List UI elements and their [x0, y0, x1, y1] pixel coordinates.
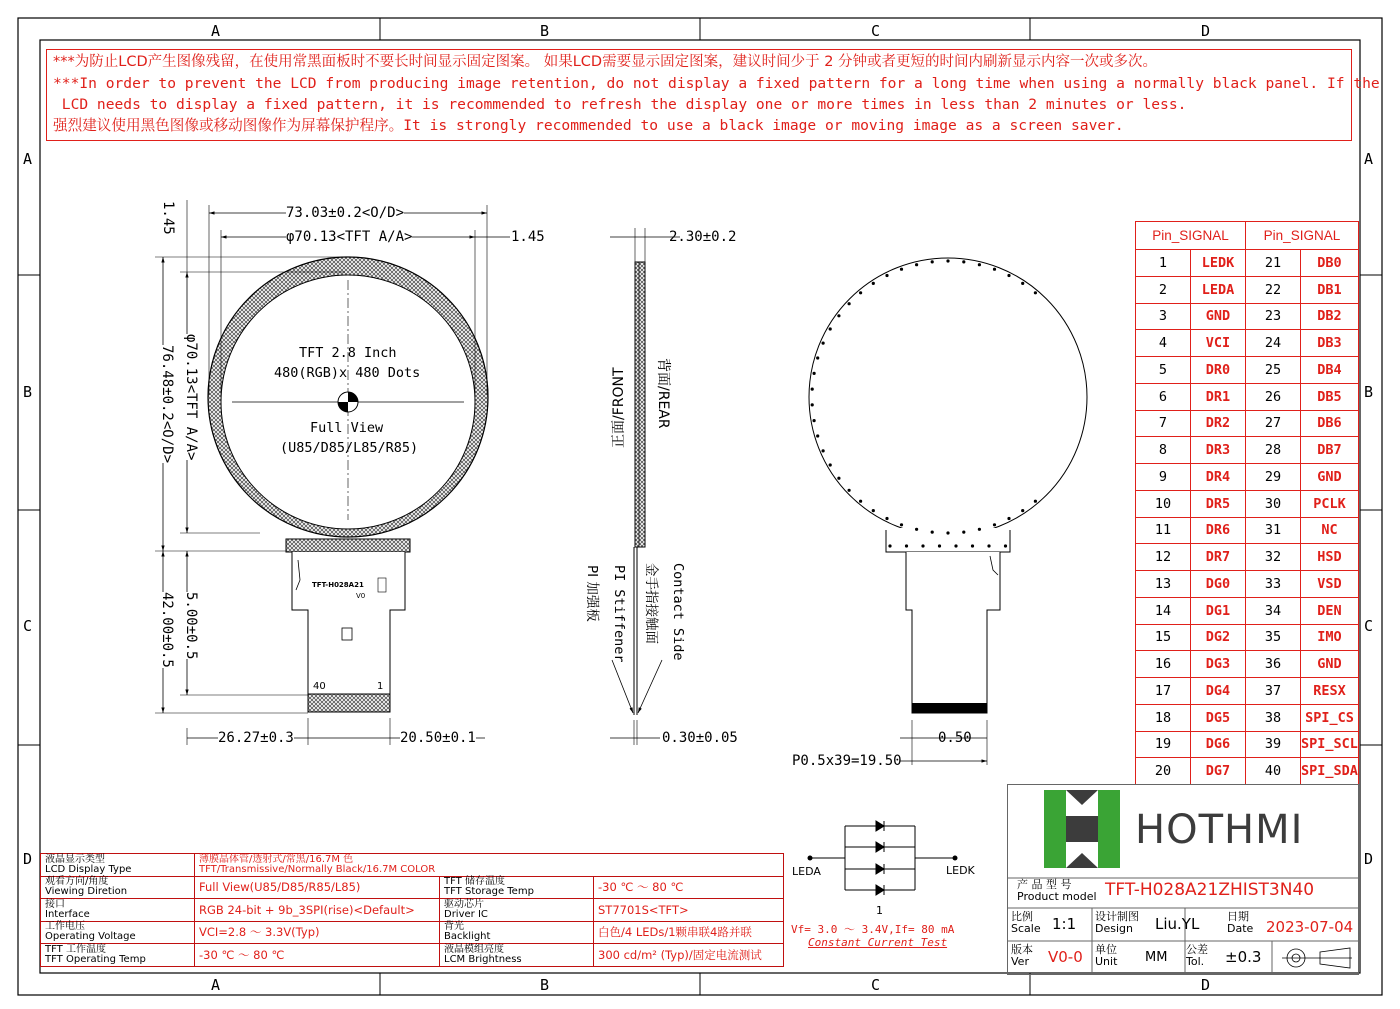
pin-row	[1136, 624, 1359, 651]
pin-signal: GND	[1191, 303, 1246, 330]
pin-number: 28	[1246, 437, 1301, 464]
rear-dot	[915, 528, 918, 531]
pin-number: 2	[1136, 276, 1191, 303]
ledk-label: LEDK	[946, 864, 975, 877]
side-view	[610, 228, 680, 745]
scale-label: 比例 Scale	[1011, 910, 1041, 935]
brand-name: HOTHMI	[1135, 807, 1304, 853]
rear-dot	[921, 544, 924, 547]
pin-number: 27	[1246, 410, 1301, 437]
pin-number: 17	[1136, 678, 1191, 705]
spec-value: RGB 24-bit + 9b_3SPI(rise)<Default>	[195, 899, 440, 922]
pin-number: 24	[1246, 330, 1301, 357]
pin-signal: DG2	[1191, 624, 1246, 651]
design-label: 设计制图 Design	[1095, 910, 1139, 935]
rear-dot	[872, 282, 875, 285]
spec-value: Full View(U85/D85/R85/L85)	[195, 876, 440, 899]
ver-value: V0-0	[1048, 948, 1083, 966]
pi-stiffener-cn: PI 加强板	[584, 565, 600, 622]
pin-signal: DB7	[1301, 437, 1359, 464]
scale-value: 1:1	[1052, 915, 1077, 933]
pin-number: 37	[1246, 678, 1301, 705]
grid-col-d: D	[1201, 22, 1211, 40]
pin-number: 16	[1136, 651, 1191, 678]
spec-value: ST7701S<TFT>	[594, 899, 784, 922]
rear-dot	[1007, 274, 1010, 277]
pin-signal: LEDA	[1191, 276, 1246, 303]
pin-row	[1136, 276, 1359, 303]
pin-number: 32	[1246, 544, 1301, 571]
dim-aa-width: φ70.13<TFT A/A>	[286, 229, 413, 245]
grid-row-b: B	[23, 383, 33, 401]
pin-signal: DB5	[1301, 383, 1359, 410]
pin-row	[1136, 357, 1359, 384]
rear-dot	[885, 274, 888, 277]
pin-signal: DG0	[1191, 571, 1246, 598]
spec-label: TFT 工作温度 TFT Operating Temp	[41, 944, 195, 967]
pin-table	[1135, 221, 1359, 785]
rear-dot	[822, 342, 825, 345]
pin-row	[1136, 571, 1359, 598]
pin-table-header-right: Pin_SIGNAL	[1246, 222, 1359, 250]
spec-label: TFT 储存温度 TFT Storage Temp	[440, 876, 594, 899]
spec-label: 驱动芯片 Driver IC	[440, 899, 594, 922]
rear-dot	[813, 419, 816, 422]
spec-label: 工作电压 Operating Voltage	[41, 921, 195, 944]
grid-row-a: A	[23, 150, 33, 168]
rear-dot	[848, 489, 851, 492]
spec-value: 薄膜晶体管/透射式/常黑/16.7M 色 TFT/Transmissive/Normally Black/16.7M COLOR	[195, 854, 784, 877]
dim-fpc-thickness: 0.30±0.05	[662, 730, 738, 746]
pin-number: 5	[1136, 357, 1191, 384]
pin-signal: DR7	[1191, 544, 1246, 571]
pin-signal: HSD	[1301, 544, 1359, 571]
dim-right-gap: 1.45	[511, 229, 545, 245]
pin-signal: GND	[1301, 651, 1359, 678]
rear-dot	[915, 263, 918, 266]
dim-left-gap: 1.45	[160, 201, 176, 235]
dim-fpc-width: 20.50±0.1	[400, 730, 476, 746]
front-label: 正面/FRONT	[611, 367, 627, 448]
pin-signal: DB2	[1301, 303, 1359, 330]
pin-number: 12	[1136, 544, 1191, 571]
pin-signal: DR1	[1191, 383, 1246, 410]
rear-dot	[946, 531, 949, 534]
pin-signal: GND	[1301, 464, 1359, 491]
pin-signal: VSD	[1301, 571, 1359, 598]
pin-number: 11	[1136, 517, 1191, 544]
pin-number: 1	[1136, 250, 1191, 277]
pin-row	[1136, 330, 1359, 357]
pin-row	[1136, 490, 1359, 517]
pin-number: 23	[1246, 303, 1301, 330]
pin-signal: DG5	[1191, 704, 1246, 731]
rear-dot	[859, 500, 862, 503]
pin-number: 30	[1246, 490, 1301, 517]
grid-col-b: B	[540, 22, 550, 40]
unit-value: MM	[1145, 950, 1168, 965]
rear-dot	[962, 531, 965, 534]
dim-outline-height: 76.48±0.2<O/D>	[159, 345, 175, 464]
pin-number: 15	[1136, 624, 1191, 651]
spec-value: -30 ℃ ～ 80 ℃	[195, 944, 440, 967]
backlight-schematic	[810, 821, 955, 895]
rear-dot	[954, 544, 957, 547]
panel-view: Full View	[310, 420, 384, 436]
grid-row-a-right: A	[1364, 150, 1374, 168]
retention-notice	[46, 49, 1380, 141]
pin-number: 19	[1136, 731, 1191, 758]
pin-signal: DB1	[1301, 276, 1359, 303]
pin-row	[1136, 544, 1359, 571]
grid-col-a-bottom: A	[211, 976, 221, 994]
pin-number: 40	[1246, 758, 1301, 785]
pin-signal: LEDK	[1191, 250, 1246, 277]
pin-number: 21	[1246, 250, 1301, 277]
unit-label: 单位 Unit	[1095, 943, 1118, 968]
rear-dot	[859, 291, 862, 294]
fpc-label: TFT-H028A21	[312, 581, 364, 589]
product-model: TFT-H028A21ZHIST3N40	[1105, 880, 1315, 900]
tol-value: ±0.3	[1225, 948, 1262, 966]
pin-number: 39	[1246, 731, 1301, 758]
pin-row	[1136, 678, 1359, 705]
spec-label: 接口 Interface	[41, 899, 195, 922]
pin-signal: SPI_SCL	[1301, 731, 1359, 758]
pin-signal: SPI_SDA	[1301, 758, 1359, 785]
dim-left-offset: 26.27±0.3	[218, 730, 294, 746]
rear-view	[809, 258, 1087, 765]
pin-number: 22	[1246, 276, 1301, 303]
spec-value: 白色/4 LEDs/1颗串联4路并联	[594, 921, 784, 944]
pin-signal: IMO	[1301, 624, 1359, 651]
rear-dot	[971, 544, 974, 547]
rear-dot	[987, 544, 990, 547]
rear-dot	[993, 268, 996, 271]
pin-number: 6	[1136, 383, 1191, 410]
rear-dot	[1021, 509, 1024, 512]
pin-row	[1136, 250, 1359, 277]
front-view	[155, 200, 510, 745]
rear-dot	[822, 449, 825, 452]
pin-signal: DB3	[1301, 330, 1359, 357]
pin-signal: DG6	[1191, 731, 1246, 758]
pin-number: 3	[1136, 303, 1191, 330]
pin-row	[1136, 651, 1359, 678]
rear-dot	[978, 528, 981, 531]
panel-resolution: 480(RGB)x 480 Dots	[274, 365, 421, 381]
contact-side-label: Contact Side	[670, 563, 686, 661]
grid-col-c: C	[871, 22, 881, 40]
pin-table-header-left: Pin_SIGNAL	[1136, 222, 1246, 250]
pin-number: 13	[1136, 571, 1191, 598]
pin-row	[1136, 704, 1359, 731]
pin-signal: SPI_CS	[1301, 704, 1359, 731]
spec-value: 300 cd/m² (Typ)/固定电流测试	[594, 944, 784, 967]
pin-number: 36	[1246, 651, 1301, 678]
pin-number: 20	[1136, 758, 1191, 785]
spec-value: -30 ℃ ～ 80 ℃	[594, 876, 784, 899]
rear-dot	[811, 388, 814, 391]
pin-signal: DR0	[1191, 357, 1246, 384]
rear-dot	[905, 544, 908, 547]
dim-pin-pitch: 0.50	[938, 730, 972, 746]
pin-row	[1136, 464, 1359, 491]
notice-line-3: LCD needs to display a fixed pattern, it is recommended to refresh the display one or more times in less than 2 minutes or less.	[53, 96, 1187, 113]
pin-signal: DEN	[1301, 597, 1359, 624]
pin-number: 26	[1246, 383, 1301, 410]
dim-aa-height: φ70.13<TFT A/A>	[183, 334, 199, 461]
rear-dot	[1034, 291, 1037, 294]
backlight-test: Constant Current Test	[808, 936, 948, 949]
pin-signal: VCI	[1191, 330, 1246, 357]
rear-dot	[816, 434, 819, 437]
rear-dot	[872, 509, 875, 512]
pin-number: 7	[1136, 410, 1191, 437]
rear-dot	[885, 517, 888, 520]
grid-row-d-right: D	[1364, 850, 1374, 868]
rear-dot	[1004, 544, 1007, 547]
rear-dot	[931, 260, 934, 263]
pin-number: 33	[1246, 571, 1301, 598]
pin-signal: DB4	[1301, 357, 1359, 384]
pin-number: 8	[1136, 437, 1191, 464]
pin-number: 34	[1246, 597, 1301, 624]
pin-number: 10	[1136, 490, 1191, 517]
pin-signal: DR2	[1191, 410, 1246, 437]
pin-row	[1136, 437, 1359, 464]
spec-label: 液晶显示类型 LCD Display Type	[41, 854, 195, 877]
pin-row	[1136, 303, 1359, 330]
pin-signal: DR5	[1191, 490, 1246, 517]
spec-label: 背光 Backlight	[440, 921, 594, 944]
notice-line-1: ***为防止LCD产生图像残留，在使用常黑面板时不要长时间显示固定图案。 如果LCD需要显示固定图案，建议时间少于 2 分钟或者更短的时间内刷新显示内容一次或多次。	[53, 54, 1158, 70]
pin-number: 29	[1246, 464, 1301, 491]
rear-label: 背面/REAR	[655, 358, 671, 429]
dim-thickness: 2.30±0.2	[669, 229, 737, 245]
grid-col-a: A	[211, 22, 221, 40]
pin-row	[1136, 758, 1359, 785]
backlight-condition: Vf= 3.0 ～ 3.4V,If= 80 mA	[791, 923, 955, 936]
pin-signal: DG3	[1191, 651, 1246, 678]
pin-first-label: 40	[313, 681, 326, 692]
dim-tail-sub: 5.00±0.5	[183, 592, 199, 660]
pin-signal: DR4	[1191, 464, 1246, 491]
rear-dot	[888, 544, 891, 547]
date-value: 2023-07-04	[1266, 918, 1354, 936]
rear-dot	[837, 314, 840, 317]
rear-dot	[1007, 517, 1010, 520]
spec-label: 液晶模组亮度 LCM Brightness	[440, 944, 594, 967]
grid-col-b-bottom: B	[540, 976, 550, 994]
rear-dot	[1021, 282, 1024, 285]
pin-signal: DB6	[1301, 410, 1359, 437]
dim-tail-length: 42.00±0.5	[159, 592, 175, 668]
dim-pin-total: P0.5x39=19.50	[792, 753, 902, 769]
rear-dot	[931, 531, 934, 534]
date-label: 日期 Date	[1227, 910, 1254, 935]
rear-dot	[993, 523, 996, 526]
pin-signal: DR3	[1191, 437, 1246, 464]
rear-dot	[938, 544, 941, 547]
grid-col-d-bottom: D	[1201, 976, 1211, 994]
pi-stiffener-label: PI Stiffener	[611, 565, 627, 663]
pin-row	[1136, 517, 1359, 544]
pin-number: 18	[1136, 704, 1191, 731]
dim-outline-width: 73.03±0.2<O/D>	[286, 205, 405, 221]
spec-table	[40, 853, 784, 967]
pin-last-label: 1	[377, 681, 384, 692]
rear-dot	[829, 463, 832, 466]
product-label: 产 品 型 号 Product model	[1017, 878, 1097, 903]
pin-number: 38	[1246, 704, 1301, 731]
pin-row	[1136, 383, 1359, 410]
pin-signal: RESX	[1301, 678, 1359, 705]
grid-row-c: C	[23, 617, 33, 635]
pin-signal: PCLK	[1301, 490, 1359, 517]
rear-dot	[813, 372, 816, 375]
tol-label: 公差 Tol.	[1186, 943, 1208, 968]
spec-value: VCI=2.8 ～ 3.3V(Typ)	[195, 921, 440, 944]
pin-number: 14	[1136, 597, 1191, 624]
rear-dot	[978, 263, 981, 266]
pin-row	[1136, 731, 1359, 758]
rear-dot	[1034, 500, 1037, 503]
leda-label: LEDA	[792, 865, 821, 878]
rear-dot	[900, 523, 903, 526]
led-pin-num: 1	[876, 904, 883, 917]
rear-dot	[962, 260, 965, 263]
pin-number: 25	[1246, 357, 1301, 384]
rear-dot	[946, 259, 949, 262]
grid-row-b-right: B	[1364, 383, 1374, 401]
notice-line-2: ***In order to prevent the LCD from producing image retention, do not display a fixed pattern for a long time when using a normally black panel. If the	[53, 75, 1380, 92]
pin-number: 9	[1136, 464, 1191, 491]
pin-row	[1136, 597, 1359, 624]
design-value: Liu.YL	[1155, 915, 1200, 933]
pin-signal: NC	[1301, 517, 1359, 544]
pin-row	[1136, 410, 1359, 437]
fpc-version: V0	[356, 592, 366, 600]
grid-row-d: D	[23, 850, 33, 868]
panel-size: TFT 2.8 Inch	[299, 345, 397, 361]
rear-dot	[829, 327, 832, 330]
pin-signal: DR6	[1191, 517, 1246, 544]
panel-angles: (U85/D85/L85/R85)	[280, 440, 419, 456]
rear-dot	[811, 403, 814, 406]
pin-signal: DB0	[1301, 250, 1359, 277]
pin-number: 4	[1136, 330, 1191, 357]
rear-dot	[837, 477, 840, 480]
rear-dot	[848, 302, 851, 305]
pin-number: 31	[1246, 517, 1301, 544]
spec-label: 观看方向/角度 Viewing Diretion	[41, 876, 195, 899]
pin-signal: DG7	[1191, 758, 1246, 785]
notice-line-4: 强烈建议使用黑色图像或移动图像作为屏幕保护程序。It is strongly recommended to use a black image or moving image as a screen saver.	[53, 117, 1124, 134]
contact-side-cn: 金手指接触面	[643, 563, 659, 644]
pin-signal: DG1	[1191, 597, 1246, 624]
pin-number: 35	[1246, 624, 1301, 651]
grid-col-c-bottom: C	[871, 976, 881, 994]
grid-row-c-right: C	[1364, 617, 1374, 635]
ver-label: 版本 Ver	[1011, 943, 1033, 968]
rear-dot	[816, 356, 819, 359]
rear-dot	[900, 268, 903, 271]
pin-signal: DG4	[1191, 678, 1246, 705]
